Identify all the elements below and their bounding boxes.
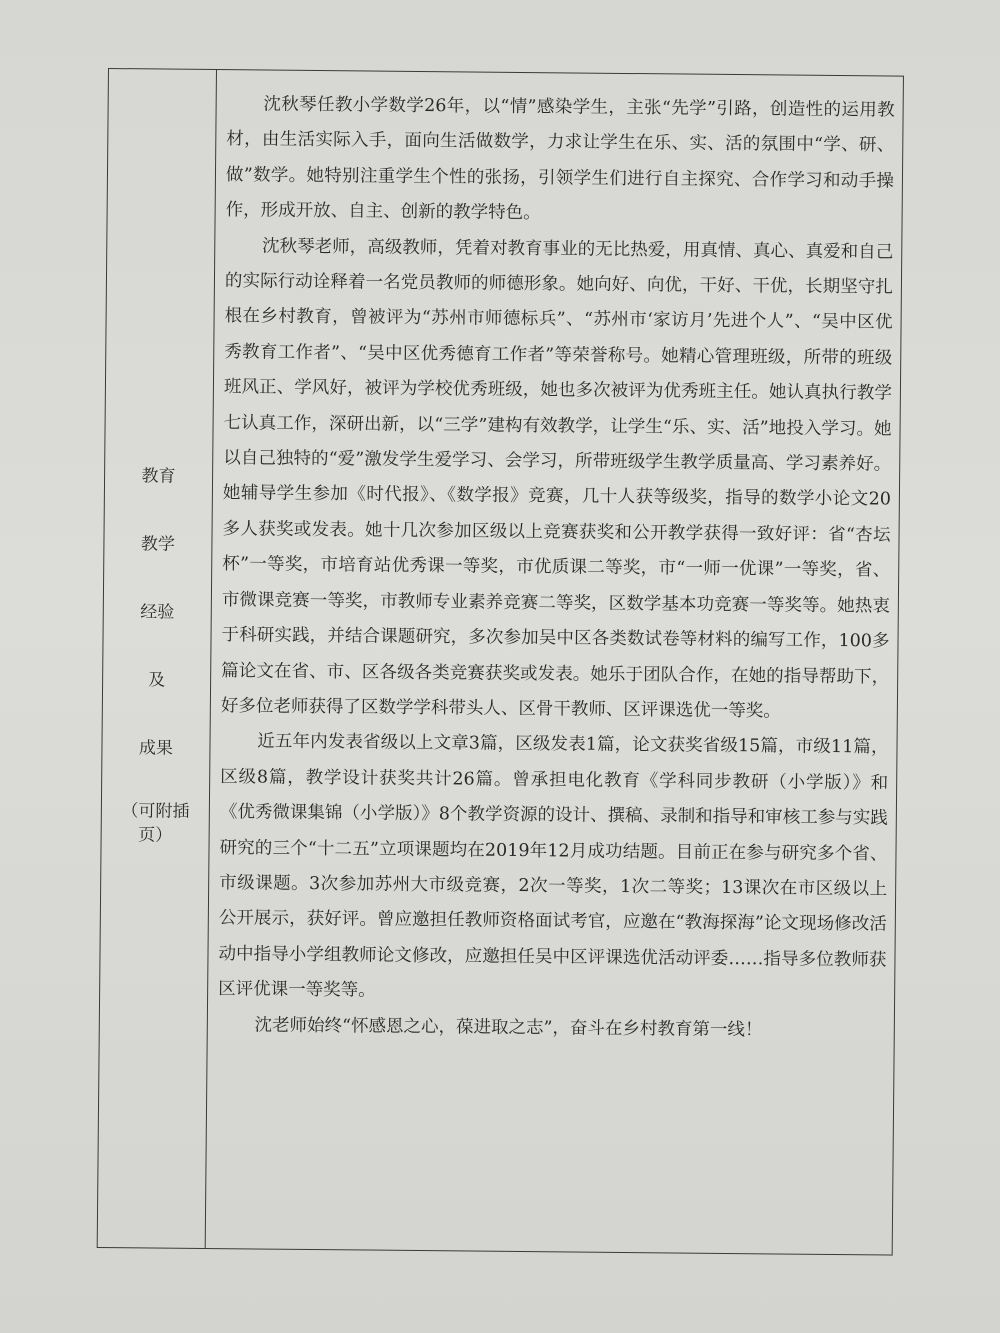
content-cell: [206, 70, 903, 1255]
label-note: （可附插页）: [121, 801, 190, 846]
paragraph-intro: 沈秋琴任教小学数学26年，以“情”感染学生，主张“先学”引路，创造性的运用教材，由生活实际入手，面向生活做数学，力求让学生在乐、实、活的氛围中“学、研、做”数学。她特别注重学生个性的张扬，引领学生们进行自主探究、合作学习和动手操作，形成开放、自主、创新的教学特色。: [225, 94, 895, 224]
label-word: 成果: [138, 738, 174, 759]
paragraph-publications: 近五年内发表省级以上文章3篇，区级发表1篇，论文获奖省级15篇，市级11篇，区级8篇，教学设计获奖共计26篇。曾承担电化教育《学科同步教研（小学版）》和《优秀微课集锦（小学版）》8个教学资源的设计、撰稿、录制和指导和审核工参与实践研究的三个“十二五”立项课题均在2019年12月成功结题。目前正在参与研究多个省、市级课题。3次参加苏州大市级竞赛，2次一等奖，1次二等奖；13课次在市区级以上公开展示，获好评。曾应邀担任教师资格面试考官，应邀在“教海探海”论文现场修改活动中指导小学组教师论文修改，应邀担任吴中区评课选优活动评委……指导多位教师获区评优课一等奖等。: [218, 731, 889, 1001]
label-word: 经验: [140, 602, 175, 623]
label-word: 教学: [140, 534, 176, 555]
paragraph-closing: 沈老师始终“怀感恩之心，葆进取之志”，奋斗在乡村教育第一线！: [254, 1015, 763, 1040]
label-cell: [98, 69, 217, 1248]
paragraph-achievements: 沈秋琴老师，高级教师，凭着对教育事业的无比热爱，用真情、真心、真爱和自己的实际行动诠释着一名党员教师的师德形象。她向好、向优，干好、干优，长期坚守扎根在乡村教育，曾被评为“苏州市师德标兵”、“苏州市‘家访月’先进个人”、“吴中区优秀教育工作者”、“吴中区优秀德育工作者”等荣誉称号。她精心管理班级，所带的班级班风正、学风好，被评为学校优秀班级，她也多次被评为优秀班主任。她认真执行教学七认真工作，深研出新，以“三学”建构有效教学，让学生“乐、实、活”地投入学习。她以自己独特的“爱”激发学生爱学习、会学习，所带班级学生教学质量高、学习素养好。她辅导学生参加《时代报》、《数学报》竞赛，几十人获等级奖，指导的数学小论文20多人获奖或发表。她十几次参加区级以上竞赛获奖和公开教学获得一致好评：省“杏坛杯”一等奖，市培育站优秀课一等奖，市优质课二等奖，市“一师一优课”一等奖，省、市微课竞赛一等奖，市教师专业素养竞赛二等奖，区数学基本功竞赛一等奖等。她热衷于科研实践，并结合课题研究，多次参加吴中区各类数试卷等材料的编写工作，100多篇论文在省、市、区各级各类竞赛获奖或发表。她乐于团队合作，在她的指导帮助下，好多位老师获得了区数学学科带头人、区骨干教师、区评课选优一等奖。: [220, 236, 894, 722]
vertical-label: [102, 465, 213, 848]
form-table: [97, 68, 904, 1256]
label-word: 教育: [141, 466, 176, 487]
label-word: 及: [148, 670, 166, 691]
